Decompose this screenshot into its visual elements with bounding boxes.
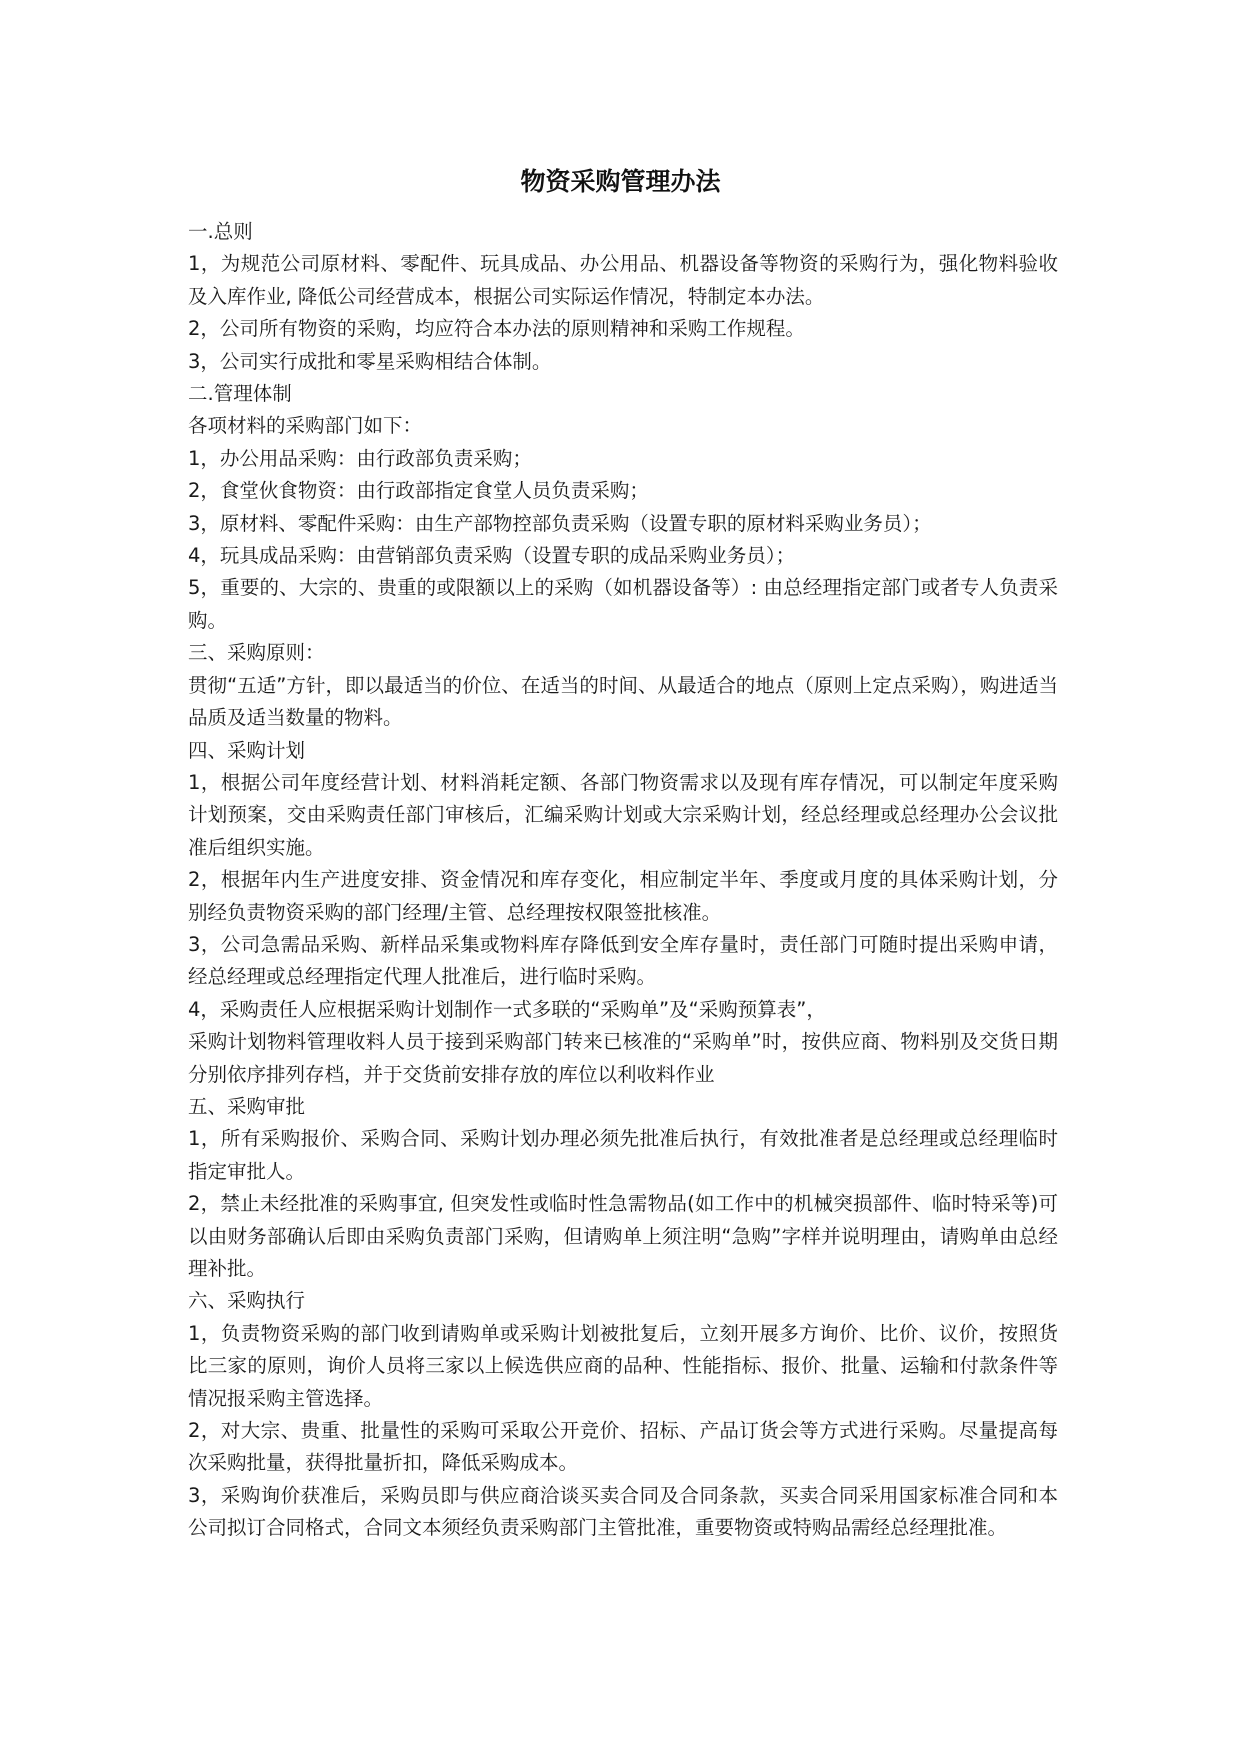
paragraph: 3，采购询价获准后，采购员即与供应商洽谈买卖合同及合同条款，买卖合同采用国家标准合同和本公司拟订合同格式，合同文本须经负责采购部门主管批准，重要物资或特购品需经总经理批准。	[188, 1483, 1058, 1540]
document-body	[188, 216, 1058, 1545]
paragraph: 1，负责物资采购的部门收到请购单或采购计划被批复后，立刻开展多方询价、比价、议价，按照货比三家的原则，询价人员将三家以上候选供应商的品种、性能指标、报价、批量、运输和付款条件等情况报采购主管选择。	[188, 1321, 1058, 1410]
paragraph: 4，采购责任人应根据采购计划制作一式多联的“采购单”及“采购预算表”，	[188, 997, 826, 1021]
paragraph: 1，所有采购报价、采购合同、采购计划办理必须先批准后执行，有效批准者是总经理或总经理临时指定审批人。	[188, 1127, 1058, 1183]
paragraph: 1，为规范公司原材料、零配件、玩具成品、办公用品、机器设备等物资的采购行为，强化物料验收及入库作业, 降低公司经营成本，根据公司实际运作情况，特制定本办法。	[188, 252, 1058, 308]
document-title: 物资采购管理办法	[520, 167, 721, 196]
section-heading: 二.管理体制	[188, 382, 292, 406]
paragraph: 2，对大宗、贵重、批量性的采购可采取公开竞价、招标、产品订货会等方式进行采购。尽量提高每次采购批量，获得批量折扣，降低采购成本。	[188, 1419, 1058, 1475]
section-heading: 四、采购计划	[188, 738, 306, 762]
paragraph: 3，公司急需品采购、新样品采集或物料库存降低到安全库存量时，责任部门可随时提出采购申请，经总经理或总经理指定代理人批准后，进行临时采购。	[188, 932, 1058, 989]
paragraph: 2，食堂伙食物资：由行政部指定食堂人员负责采购；	[188, 479, 649, 503]
section-heading: 六、采购执行	[188, 1289, 306, 1313]
paragraph: 5，重要的、大宗的、贵重的或限额以上的采购（如机器设备等）: 由总经理指定部门或者专人负责采购。	[188, 576, 1058, 632]
paragraph: 4，玩具成品采购：由营销部负责采购（设置专职的成品采购业务员）；	[188, 544, 796, 568]
paragraph: 2，禁止未经批准的采购事宜, 但突发性或临时性急需物品(如工作中的机械突损部件、临时特采等)可以由财务部确认后即由采购负责部门采购，但请购单上须注明“急购”字样并说明理由，请购单由总经理补批。	[188, 1192, 1058, 1280]
paragraph: 1，根据公司年度经营计划、材料消耗定额、各部门物资需求以及现有库存情况，可以制定年度采购计划预案，交由采购责任部门审核后，汇编采购计划或大宗采购计划，经总经理或总经理办公会议批准后组织实施。	[188, 770, 1058, 859]
paragraph: 3，公司实行成批和零星采购相结合体制。	[188, 349, 552, 373]
paragraph: 贯彻“五适”方针，即以最适当的价位、在适当的时间、从最适合的地点（原则上定点采购），购进适当品质及适当数量的物料。	[188, 673, 1058, 730]
paragraph: 各项材料的采购部门如下：	[188, 414, 423, 438]
paragraph: 2，根据年内生产进度安排、资金情况和库存变化，相应制定半年、季度或月度的具体采购计划，分别经负责物资采购的部门经理/主管、总经理按权限签批核准。	[188, 868, 1058, 924]
paragraph: 采购计划物料管理收料人员于接到采购部门转来已核准的“采购单”时，按供应商、物料别及交货日期分别依序排列存档，并于交货前安排存放的库位以利收料作业	[188, 1030, 1058, 1086]
paragraph: 3，原材料、零配件采购：由生产部物控部负责采购（设置专职的原材料采购业务员）；	[188, 511, 932, 535]
paragraph: 1，办公用品采购：由行政部负责采购；	[188, 446, 532, 470]
paragraph: 2，公司所有物资的采购，均应符合本办法的原则精神和采购工作规程。	[188, 317, 805, 341]
section-heading: 一.总则	[188, 220, 253, 243]
section-heading: 三、采购原则：	[188, 641, 325, 665]
section-heading: 五、采购审批	[188, 1094, 306, 1118]
